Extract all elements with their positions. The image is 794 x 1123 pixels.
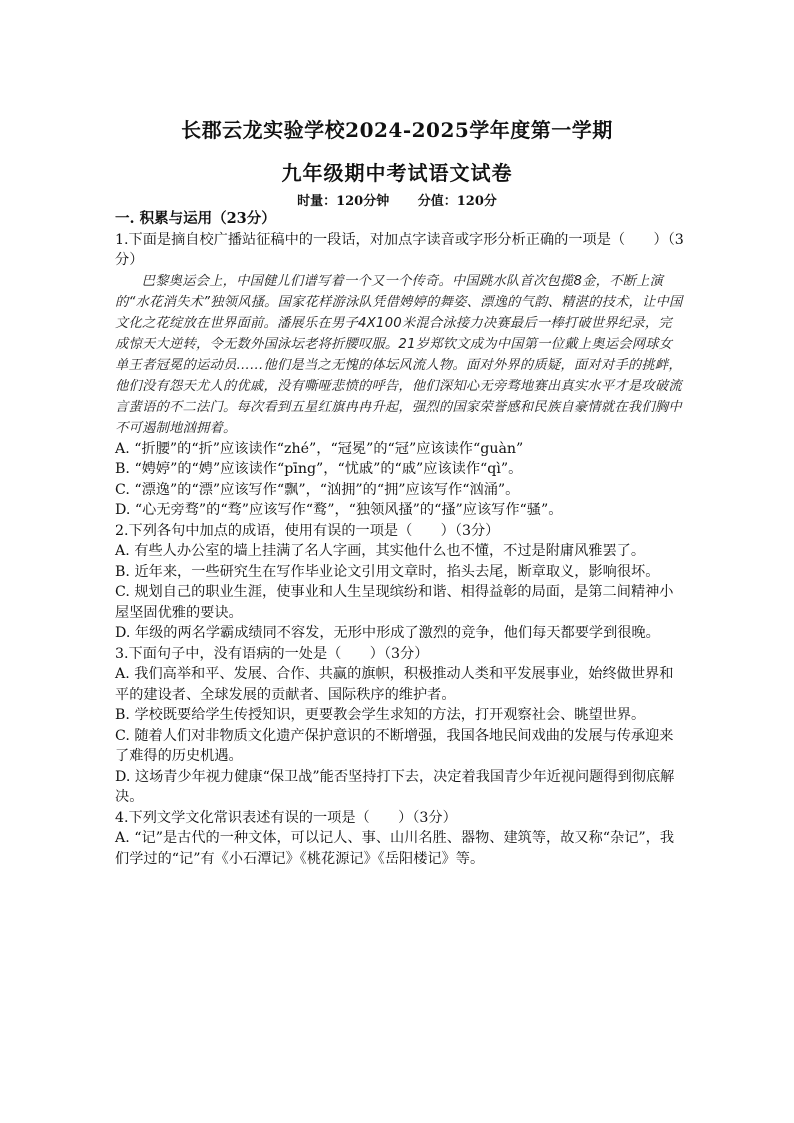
section-heading: 一. 积累与运用（23分） [115, 210, 276, 227]
question-3-option-c: C. 随着人们对非物质文化遗产保护意识的不断增强，我国各地民间戏曲的发展与传承迎来了难得的历史机遇。 [115, 727, 674, 764]
total-score: 分值：120分 [417, 194, 497, 209]
question-1-option-d: D. “心无旁骛”的“骛”应该写作“鹜”，“独领风搔”的“搔”应该写作“骚”。 [115, 502, 563, 518]
exam-content [115, 209, 685, 869]
question-1-passage: 巴黎奥运会上，中国健儿们谱写着一个又一个传奇。中国跳水队首次包揽8金，不断上演的“水花消失术”独领风搔。国家花样游泳队凭借娉婷的舞姿、漂逸的气韵、精湛的技术，让中国文化之花绽放在世界面前。潘展乐在男子4X100米混合泳接力决赛最后一棒打破世界纪录，完成惊天大逆转，令无数外国泳坛老将折腰叹服。21岁郑钦文成为中国第一位戴上奥运会网球女单王者冠冕的运动员……他们是当之无愧的体坛风流人物。面对外界的质疑，面对对手的挑衅，他们没有怨天尤人的优戚，没有嘶哑悲愤的呼告，他们深知心无旁骛地赛出真实水平才是攻破流言蜚语的不二法门。每次看到五星红旗冉冉升起，强烈的国家荣誉感和民族自豪情就在我们胸中不可遏制地汹拥着。 [115, 273, 683, 436]
question-1-option-c: C. “漂逸”的“漂”应该写作“飘”，“汹拥”的“拥”应该写作“汹涌”。 [115, 481, 520, 498]
question-1-option-a: A. “折腰”的“折”应该读作“zhé”，“冠冕”的“冠”应该读作“guàn” [115, 440, 524, 457]
exam-title-line1: 长郡云龙实验学校2024-2025学年度第一学期 [181, 118, 613, 142]
question-3-option-d: D. 这场青少年视力健康“保卫战”能否坚持打下去，决定着我国青少年近视问题得到彻底解决。 [115, 768, 675, 805]
time-limit: 时量：120分钟 [297, 194, 390, 209]
question-2-option-d: D. 年级的两名学霸成绩同不容发，无形中形成了激烈的竞争，他们每天都要学到很晚。 [115, 625, 660, 641]
question-1-stem: 1.下面是摘自校广播站征稿中的一段话，对加点字读音或字形分析正确的一项是（ ）（3分） [115, 231, 684, 268]
exam-title-line2: 九年级期中考试语文试卷 [281, 161, 513, 185]
exam-meta [0, 190, 794, 209]
question-1-option-b: B. “娉婷”的“娉”应该读作“pīng”，“忧戚”的“戚”应该读作“qì”。 [115, 461, 523, 477]
question-2-option-a: A. 有些人办公室的墙上挂满了名人字画，其实他什么也不懂，不过是附庸风雅罢了。 [115, 543, 646, 559]
question-2-option-b: B. 近年来，一些研究生在写作毕业论文引用文章时，掐头去尾，断章取义，影响很坏。 [115, 563, 660, 580]
question-3-option-b: B. 学校既要给学生传授知识，更要教会学生求知的方法，打开观察社会、眺望世界。 [115, 707, 646, 723]
question-3-option-a: A. 我们高举和平、发展、合作、共赢的旗帜，积极推动人类和平发展事业，始终做世界和平的建设者、全球发展的贡献者、国际秩序的维护者。 [115, 666, 674, 703]
question-4-option-a: A. “记”是古代的一种文体，可以记人、事、山川名胜、器物、建筑等，故又称“杂记”，我们学过的“记”有《小石潭记》《桃花源记》《岳阳楼记》等。 [115, 830, 675, 867]
question-2-option-c: C. 规划自己的职业生涯，使事业和人生呈现缤纷和谐、相得益彰的局面，是第二间精神小屋坚固优雅的要诀。 [115, 584, 674, 621]
question-2-stem: 2.下列各句中加点的成语，使用有误的一项是（ ）（3分） [115, 522, 500, 539]
question-3-stem: 3.下面句子中，没有语病的一处是（ ）（3分） [115, 645, 429, 662]
question-4-stem: 4.下列文学文化常识表述有误的一项是（ ）（3分） [115, 809, 457, 826]
